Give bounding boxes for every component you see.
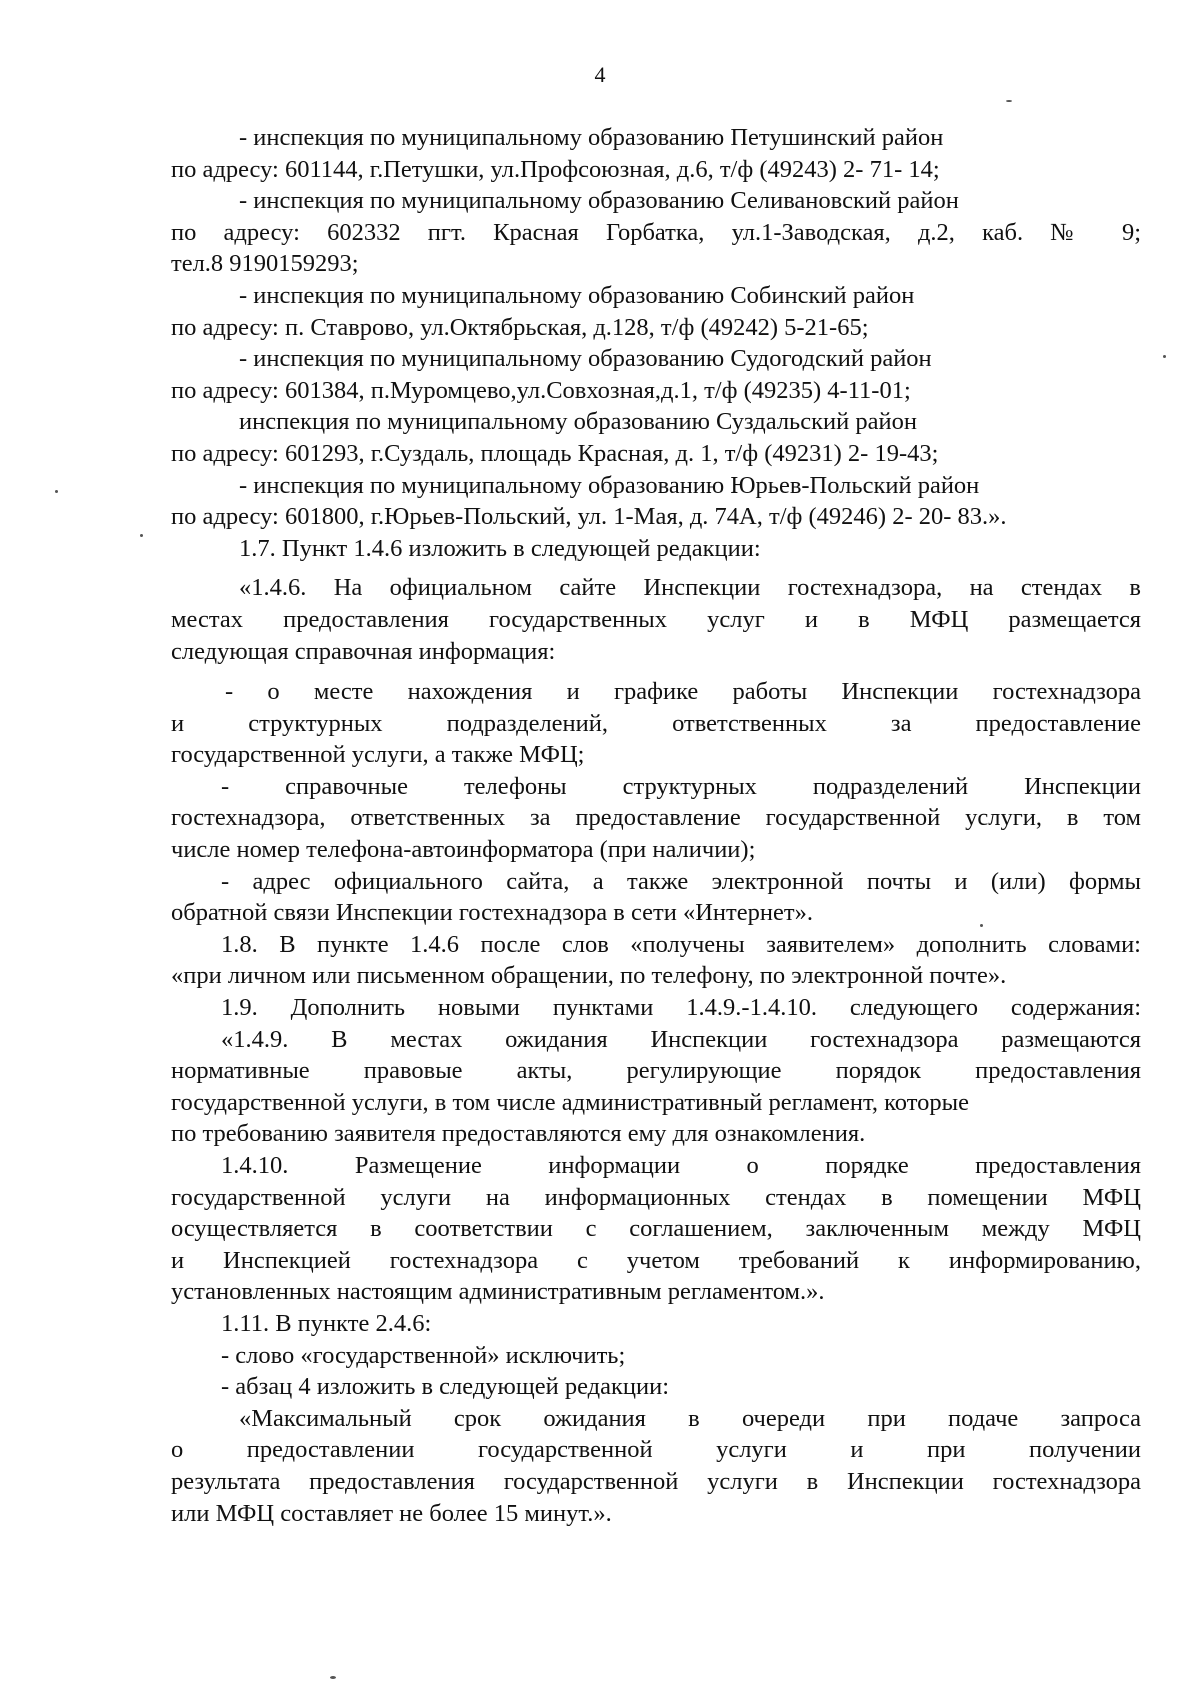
text-line: по адресу: 601144, г.Петушки, ул.Профсоюзная, д.6, т/ф (49243) 2- 71- 14; [171, 155, 940, 183]
document-body [171, 122, 1141, 1529]
text-line: - инспекция по муниципальному образованию Судогодский район [239, 345, 932, 373]
text-line: «при личном или письменном обращении, по телефону, по электронной почте». [171, 962, 1007, 990]
text-line: «1.4.9. В местах ожидания Инспекции гостехнадзора размещаются [221, 1025, 1141, 1053]
text-line: установленных настоящим административным регламентом.». [171, 1278, 825, 1306]
scan-speck [1163, 355, 1166, 358]
text-line: результата предоставления государственной услуги в Инспекции гостехнадзора [171, 1467, 1141, 1495]
scan-speck [140, 534, 143, 537]
text-line: - инспекция по муниципальному образованию Юрьев-Польский район [239, 471, 980, 499]
text-line: - справочные телефоны структурных подразделений Инспекции [221, 772, 1141, 800]
text-line: местах предоставления государственных услуг и в МФЦ размещается [171, 605, 1141, 633]
page-number: 4 [594, 62, 606, 87]
text-line: «Максимальный срок ожидания в очереди при подаче запроса [239, 1404, 1141, 1432]
scan-speck [55, 490, 58, 493]
text-line: - о месте нахождения и графике работы Инспекции гостехнадзора [225, 678, 1141, 706]
text-line: по требованию заявителя предоставляются ему для ознакомления. [171, 1120, 866, 1148]
text-line: гостехнадзора, ответственных за предоставление государственной услуги, в том [171, 804, 1141, 832]
scan-speck [1006, 100, 1012, 102]
text-line: по адресу: 601384, п.Муромцево,ул.Совхозная,д.1, т/ф (49235) 4-11-01; [171, 376, 911, 404]
text-line: «1.4.6. На официальном сайте Инспекции гостехнадзора, на стендах в [239, 574, 1141, 602]
text-line: государственной услуги, а также МФЦ; [171, 741, 585, 769]
text-line: 1.9. Дополнить новыми пунктами 1.4.9.-1.4.10. следующего содержания: [221, 994, 1141, 1022]
text-line: по адресу: 601800, г.Юрьев-Польский, ул. 1-Мая, д. 74А, т/ф (49246) 2- 20- 83.». [171, 503, 1007, 531]
text-line: 1.4.10. Размещение информации о порядке предоставления [221, 1152, 1141, 1179]
text-line: - адрес официального сайта, а также электронной почты и (или) формы [221, 867, 1141, 895]
text-line: нормативные правовые акты, регулирующие порядок предоставления [171, 1057, 1141, 1085]
text-line: - слово «государственной» исключить; [221, 1341, 626, 1369]
text-line: государственной услуги, в том числе административный регламент, которые [171, 1088, 969, 1116]
text-line: или МФЦ составляет не более 15 минут.». [171, 1499, 612, 1527]
scan-speck [980, 924, 983, 927]
text-line: следующая справочная информация: [171, 637, 556, 665]
text-line: инспекция по муниципальному образованию Суздальский район [239, 408, 917, 436]
text-line: 1.7. Пункт 1.4.6 изложить в следующей редакции: [239, 534, 761, 562]
text-line: 1.11. В пункте 2.4.6: [221, 1309, 432, 1337]
text-line: по адресу: 601293, г.Суздаль, площадь Красная, д. 1, т/ф (49231) 2- 19-43; [171, 439, 939, 467]
text-line: - инспекция по муниципальному образованию Собинский район [239, 281, 915, 309]
text-line: - абзац 4 изложить в следующей редакции: [221, 1373, 670, 1401]
text-line: числе номер телефона-автоинформатора (при наличии); [171, 836, 756, 864]
text-line: 1.8. В пункте 1.4.6 после слов «получены заявителем» дополнить словами: [221, 930, 1141, 958]
text-line: о предоставлении государственной услуги и при получении [171, 1436, 1141, 1464]
text-line: тел.8 9190159293; [171, 250, 359, 278]
text-line: по адресу: п. Ставрово, ул.Октябрьская, д.128, т/ф (49242) 5-21-65; [171, 313, 869, 341]
text-line: и Инспекцией гостехнадзора с учетом требований к информированию, [171, 1246, 1141, 1274]
text-line: обратной связи Инспекции гостехнадзора в сети «Интернет». [171, 899, 813, 927]
text-line: и структурных подразделений, ответственных за предоставление [171, 709, 1141, 737]
text-line: государственной услуги на информационных стендах в помещении МФЦ [171, 1183, 1141, 1211]
text-line: осуществляется в соответствии с соглашением, заключенным между МФЦ [171, 1215, 1141, 1243]
text-line: по адресу: 602332 пгт. Красная Горбатка, ул.1-Заводская, д.2, каб. № 9; [171, 218, 1141, 246]
text-line: - инспекция по муниципальному образованию Селивановский район [239, 187, 959, 215]
text-line: - инспекция по муниципальному образованию Петушинский район [239, 124, 944, 151]
scan-speck [330, 1676, 336, 1679]
